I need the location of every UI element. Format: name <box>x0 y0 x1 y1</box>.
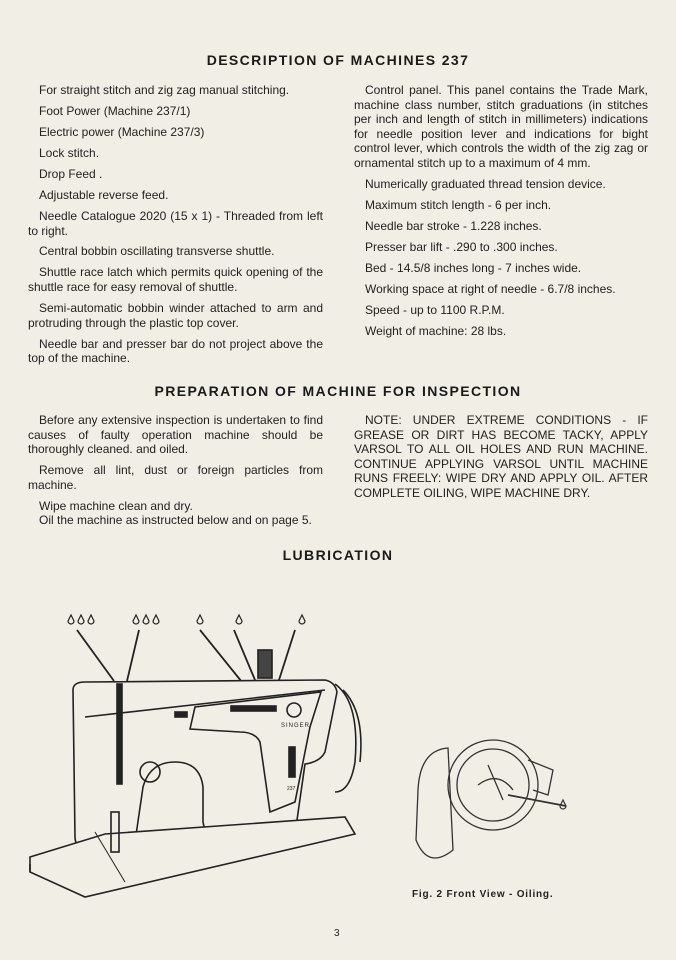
spec-item: Semi-automatic bobbin winder attached to arm and protruding through the plastic top cover. <box>28 301 323 330</box>
preparation-note <box>354 413 648 507</box>
shuttle-illustration <box>408 730 578 870</box>
spec-item: Bed - 14.5/8 inches long - 7 inches wide. <box>365 260 582 275</box>
description-right-column <box>354 83 648 345</box>
spec-item: Weight of machine: 28 lbs. <box>365 323 507 338</box>
instruction: Before any extensive inspection is undertaken to find causes of faulty operation machine should be thoroughly cleaned. and oiled. <box>28 413 323 457</box>
spec-item: Foot Power (Machine 237/1) <box>39 103 191 118</box>
spec-item: Presser bar lift - .290 to .300 inches. <box>365 239 558 254</box>
spec-item: Lock stitch. <box>39 145 100 160</box>
instruction: Wipe machine clean and dry. <box>39 498 193 513</box>
spec-item: Shuttle race latch which permits quick opening of the shuttle race for easy removal of shuttle. <box>28 265 323 295</box>
oil-drop-icon <box>560 800 566 809</box>
spec-item: Maximum stitch length - 6 per inch. <box>365 197 552 212</box>
spec-item: Adjustable reverse feed. <box>39 187 169 202</box>
spec-item: Electric power (Machine 237/3) <box>39 124 205 139</box>
machine-brand-label: SINGER <box>281 723 311 729</box>
spec-item: Needle bar stroke - 1.228 inches. <box>365 218 542 233</box>
spec-item: Drop Feed . <box>39 166 103 181</box>
oil-drop-icon <box>68 615 305 624</box>
section-title-preparation: PREPARATION OF MACHINE FOR INSPECTION <box>154 383 522 399</box>
spec-item: Control panel. This panel contains the Trade Mark, machine class number, stitch graduations (in stitches per inch and length of stitch in millimeters) indications for needle position lever and indications for bight control lever, which controls the width of the zig zag or ornamental stitch up to a maximum of 4 mm. <box>354 83 648 170</box>
spec-item: Numerically graduated thread tension device. <box>365 176 606 191</box>
preparation-left-column <box>28 413 323 534</box>
note-text: NOTE: UNDER EXTREME CONDITIONS - IF GREASE OR DIRT HAS BECOME TACKY, APPLY VARSOL TO ALL OIL HOLES AND RUN MACHINE. CONTINUE APPLYING VARSOL UNTIL MACHINE RUNS FREELY: WIPE DRY AND APPLY OIL. AFTER COMPLETE OILING, WIPE MACHINE DRY. <box>354 413 648 500</box>
spec-item: Needle Catalogue 2020 (15 x 1) - Threaded from left to right. <box>28 208 323 238</box>
section-title-description: DESCRIPTION OF MACHINES 237 <box>206 52 470 68</box>
page-number: 3 <box>334 928 340 939</box>
machine-model-label: 237 <box>287 786 296 792</box>
section-title-lubrication: LUBRICATION <box>282 547 394 563</box>
spec-item: For straight stitch and zig zag manual stitching. <box>39 83 290 97</box>
spec-item: Central bobbin oscillating transverse shuttle. <box>39 244 275 259</box>
instruction: Oil the machine as instructed below and on page 5. <box>39 513 312 528</box>
sewing-machine-illustration <box>25 612 385 902</box>
spec-item: Needle bar and presser bar do not project above the top of the machine. <box>28 336 323 366</box>
spec-item: Speed - up to 1100 R.P.M. <box>365 302 505 317</box>
spec-item: Working space at right of needle - 6.7/8 inches. <box>365 281 616 296</box>
instruction: Remove all lint, dust or foreign particles from machine. <box>28 463 323 492</box>
description-left-column <box>28 83 323 372</box>
figure-caption: Fig. 2 Front View - Oiling. <box>412 889 554 900</box>
